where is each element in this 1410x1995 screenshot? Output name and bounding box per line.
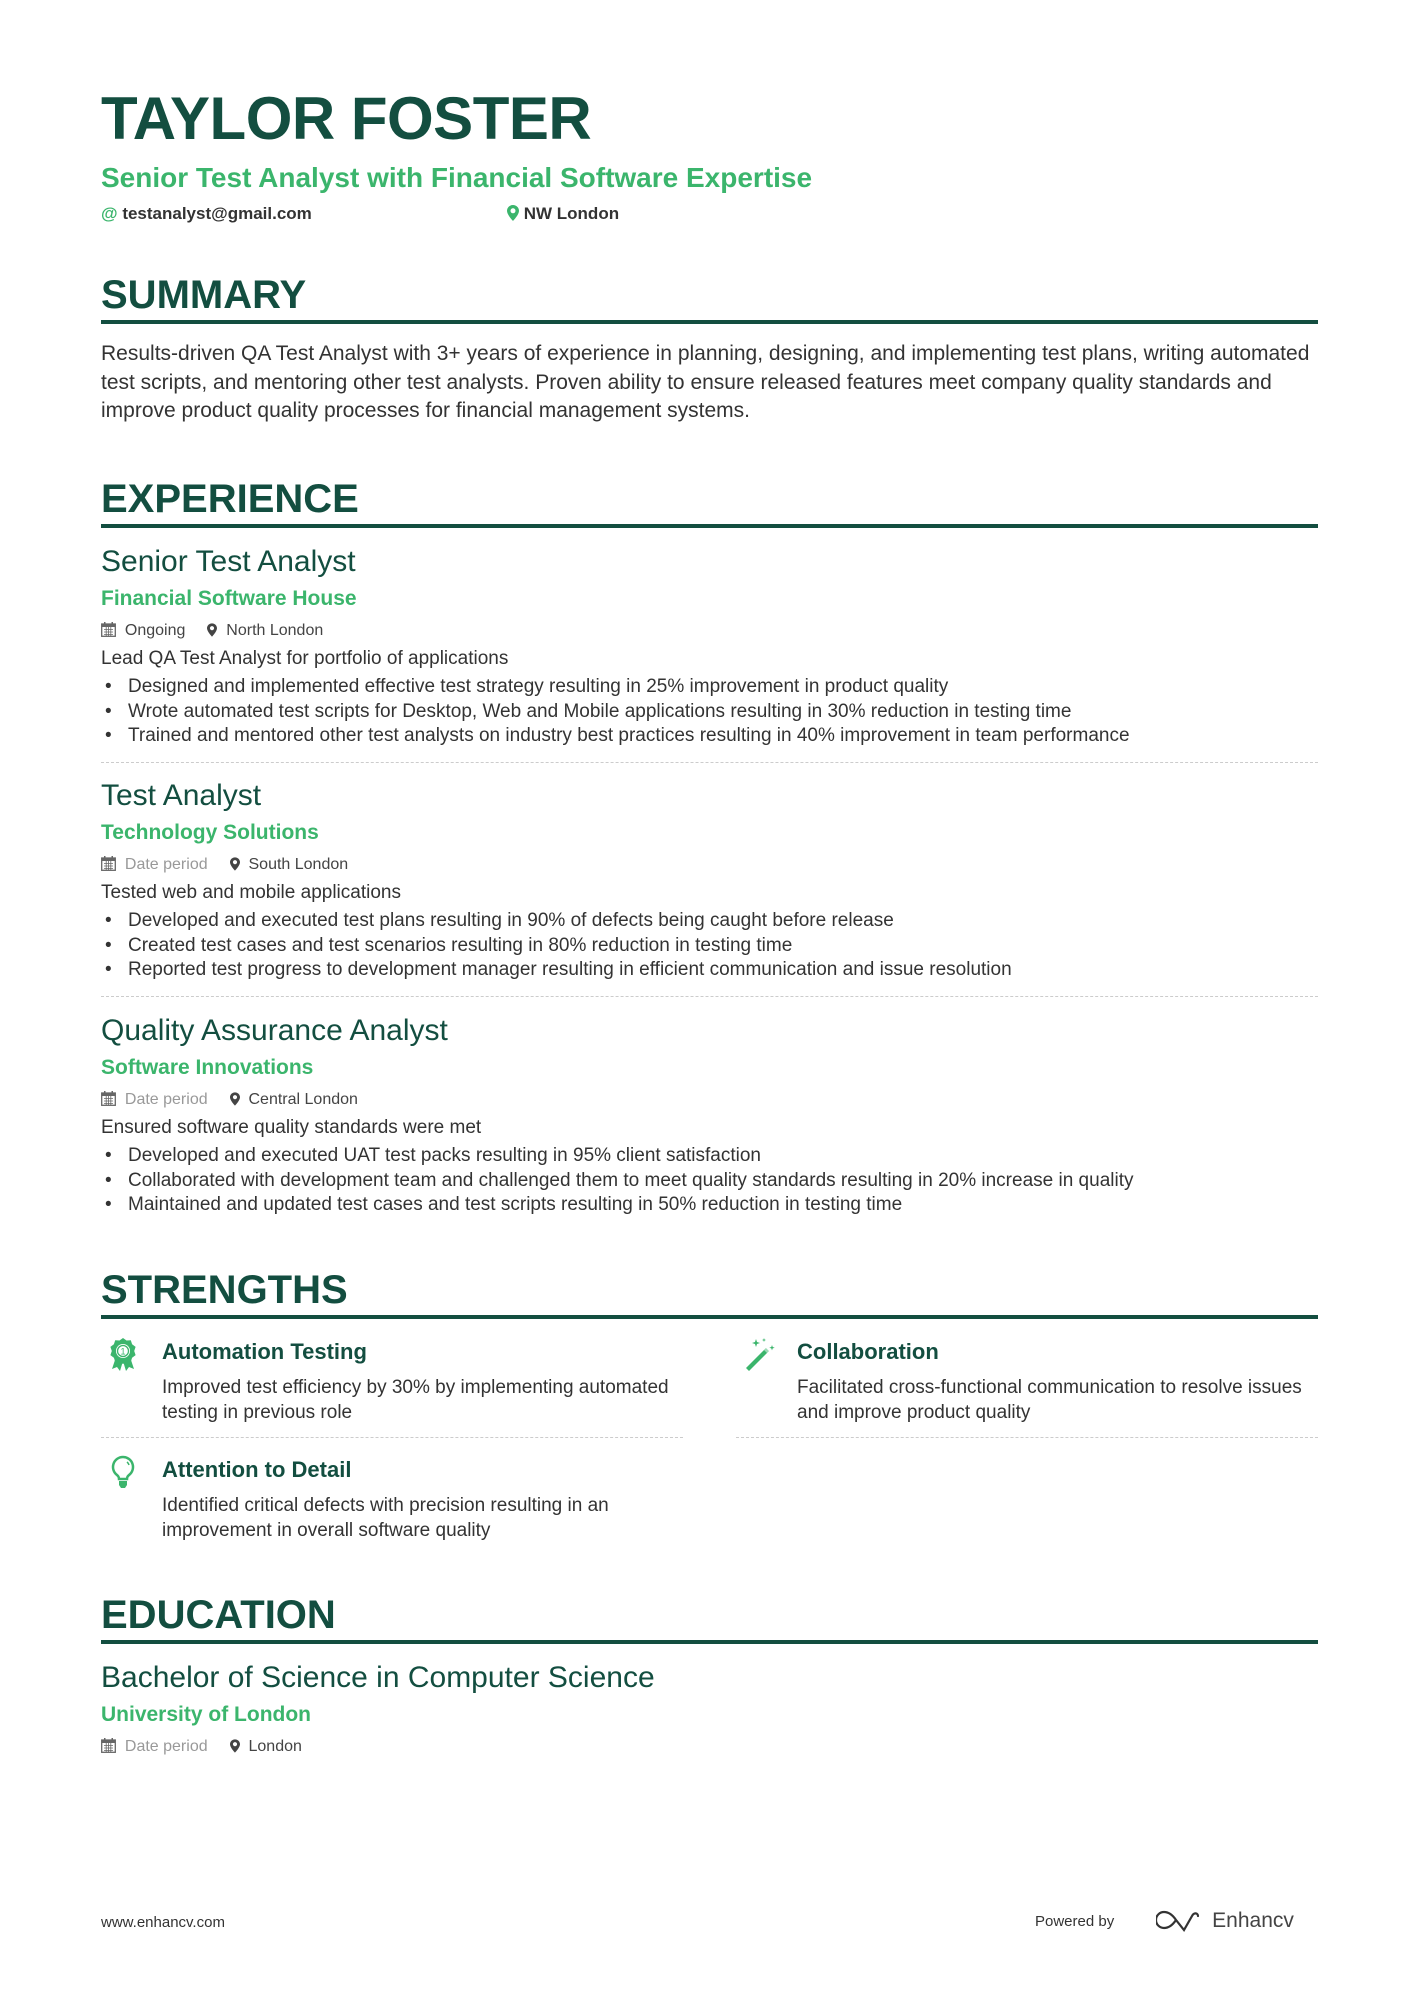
entry-meta <box>101 620 323 642</box>
entry-organization: Technology Solutions <box>101 821 319 844</box>
email-text: testanalyst@gmail.com <box>122 204 312 223</box>
entry-date: Date period <box>124 856 208 873</box>
entry-bullets <box>101 909 1012 983</box>
bullet-item: • Created test cases and test scenarios resulting in 80% reduction in testing time <box>101 934 1012 959</box>
strength-description: Identified critical defects with precision resulting in an improvement in overall software quality <box>162 1495 609 1541</box>
strength-divider <box>736 1437 1318 1438</box>
bullet-item: • Reported test progress to development manager resulting in efficient communication and issue resolution <box>101 958 1012 983</box>
summary-heading: SUMMARY <box>101 273 307 317</box>
calendar-icon <box>101 622 116 637</box>
experience-entry <box>101 1658 1318 1888</box>
entry-location: Central London <box>248 1091 358 1108</box>
calendar-icon <box>101 856 116 871</box>
strength-divider <box>101 1437 683 1438</box>
entry-title: Test Analyst <box>101 779 262 812</box>
entry-description: Tested web and mobile applications <box>101 882 401 903</box>
strength-item <box>736 1337 1318 1447</box>
strength-description: Facilitated cross-functional communication to resolve issues and improve product quality <box>797 1377 1302 1423</box>
bullet-item: • Designed and implemented effective test strategy resulting in 25% improvement in product quality <box>101 675 1130 700</box>
entry-divider <box>101 762 1318 763</box>
education-heading: EDUCATION <box>101 1593 336 1637</box>
award-ribbon-icon <box>107 1337 139 1373</box>
enhancv-logo[interactable] <box>1156 1908 1294 1934</box>
entry-bullets <box>101 1144 1133 1218</box>
email[interactable] <box>101 203 312 225</box>
entry-date: Ongoing <box>124 622 186 639</box>
map-pin-icon <box>230 857 240 871</box>
map-pin-icon <box>507 205 519 221</box>
map-pin-icon <box>207 623 217 637</box>
experience-entry <box>101 1011 1318 1241</box>
entry-title: Bachelor of Science in Computer Science <box>101 1661 655 1694</box>
powered-by: Powered by <box>1035 1913 1115 1930</box>
brand-text: Enhancv <box>1212 1909 1294 1932</box>
calendar-icon <box>101 1091 116 1106</box>
entry-organization: Financial Software House <box>101 587 357 610</box>
bullet-item: • Collaborated with development team and challenged them to meet quality standards resulting in 20% increase in quality <box>101 1169 1133 1194</box>
entry-location: South London <box>248 856 349 873</box>
summary-text: Results-driven QA Test Analyst with 3+ years of experience in planning, designing, and implementing test plans, writing automated test scripts, and mentoring other test analysts. Proven ability to ensure released features meet company quality standards and improve product quality processes for financial management systems. <box>101 342 1310 422</box>
strength-title: Collaboration <box>797 1339 939 1364</box>
enhancv-logo-icon <box>1156 1908 1204 1932</box>
strength-title: Automation Testing <box>162 1339 367 1364</box>
bullet-item: • Developed and executed test plans resulting in 90% of defects being caught before release <box>101 909 1012 934</box>
entry-organization: University of London <box>101 1703 311 1726</box>
strength-title: Attention to Detail <box>162 1457 352 1482</box>
section-divider <box>101 1640 1318 1644</box>
candidate-title: Senior Test Analyst with Financial Software Expertise <box>101 162 813 193</box>
svg-text:1: 1 <box>120 1346 126 1357</box>
experience-heading: EXPERIENCE <box>101 477 359 521</box>
contact-row <box>101 203 1318 225</box>
bullet-item: • Maintained and updated test cases and test scripts resulting in 50% reduction in testing time <box>101 1193 1133 1218</box>
entry-meta <box>101 1089 358 1111</box>
map-pin-icon <box>230 1092 240 1106</box>
entry-date: Date period <box>124 1738 208 1755</box>
strength-description: Improved test efficiency by 30% by implementing automated testing in previous role <box>162 1377 669 1423</box>
entry-divider <box>101 996 1318 997</box>
entry-description: Ensured software quality standards were met <box>101 1117 482 1138</box>
location <box>507 203 619 225</box>
entry-title: Quality Assurance Analyst <box>101 1014 448 1047</box>
entry-location: North London <box>226 622 324 639</box>
map-pin-icon <box>230 1739 240 1753</box>
bullet-item: • Wrote automated test scripts for Desktop, Web and Mobile applications resulting in 30% reduction in testing time <box>101 700 1130 725</box>
magic-wand-icon <box>742 1337 774 1373</box>
experience-entry <box>101 776 1318 1006</box>
entry-meta <box>101 854 348 876</box>
footer <box>101 1909 1318 1934</box>
bullet-item: • Trained and mentored other test analysts on industry best practices resulting in 40% improvement in team performance <box>101 724 1130 749</box>
at-icon: @ <box>101 204 118 223</box>
entry-title: Senior Test Analyst <box>101 545 356 578</box>
entry-organization: Software Innovations <box>101 1056 314 1079</box>
strength-item <box>101 1337 683 1447</box>
entry-meta <box>101 1736 302 1758</box>
website-link[interactable]: www.enhancv.com <box>101 1914 225 1931</box>
candidate-name: TAYLOR FOSTER <box>101 85 592 152</box>
bullet-item: • Developed and executed UAT test packs resulting in 95% client satisfaction <box>101 1144 1133 1169</box>
section-divider <box>101 1315 1318 1319</box>
calendar-icon <box>101 1738 116 1753</box>
lightbulb-icon <box>107 1455 139 1491</box>
strength-item <box>101 1455 683 1565</box>
entry-description: Lead QA Test Analyst for portfolio of applications <box>101 648 509 669</box>
entry-location: London <box>248 1738 302 1755</box>
section-divider <box>101 524 1318 528</box>
entry-date: Date period <box>124 1091 208 1108</box>
location-text: NW London <box>523 204 620 223</box>
experience-entry <box>101 542 1318 772</box>
section-divider <box>101 320 1318 324</box>
strengths-heading: STRENGTHS <box>101 1268 348 1312</box>
entry-bullets <box>101 675 1130 749</box>
